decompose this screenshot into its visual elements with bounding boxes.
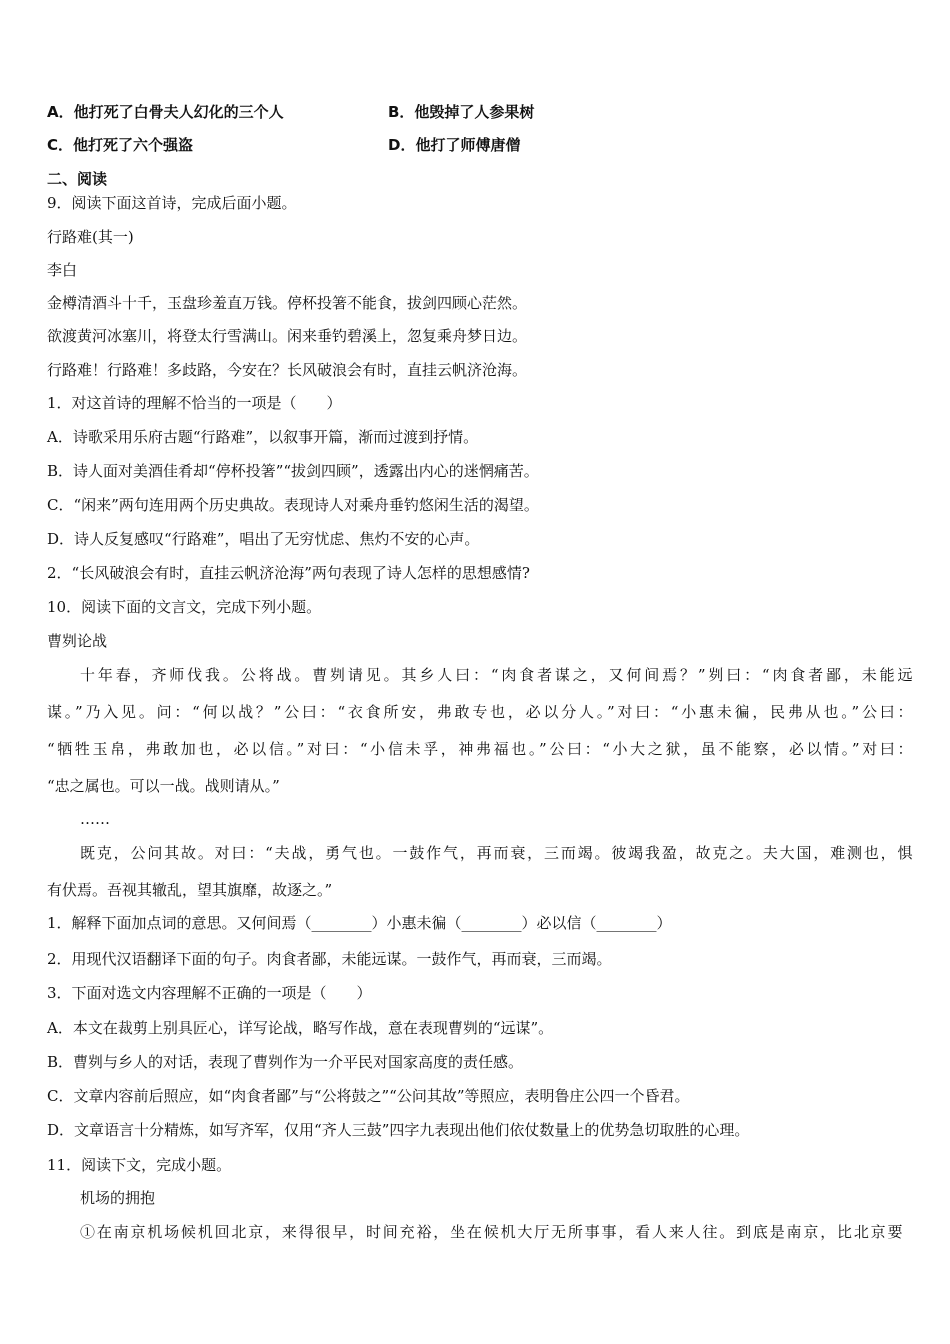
- q10-para2-line: 有伏焉。吾视其辙乱，望其旗靡，故逐之。”: [47, 881, 333, 899]
- q9-poem-title: 行路难(其一): [47, 228, 134, 246]
- q9-author: 李白: [47, 261, 78, 279]
- section-title: 二、阅读: [47, 170, 108, 188]
- q10-para2-line: 既克，公问其故。对曰：“夫战，勇气也。一鼓作气，再而衰，三而竭。彼竭我盈，故克之。夫大国，难测也，惧: [80, 844, 913, 862]
- q9-poem-line: 金樽清酒斗十千，玉盘珍羞直万钱。停杯投箸不能食，拔剑四顾心茫然。: [47, 294, 528, 312]
- q9-option-d: D．诗人反复感叹“行路难”，唱出了无穷忧虑、焦灼不安的心声。: [47, 530, 480, 548]
- q9-option-c: C．“闲来”两句连用两个历史典故。表现诗人对乘舟垂钓悠闲生活的渴望。: [47, 496, 539, 514]
- q8-option-d: D．他打了师傅唐僧: [388, 136, 521, 154]
- q10-ellipsis: ……: [80, 810, 110, 828]
- q10-title: 曹刿论战: [47, 632, 108, 650]
- q8-option-b: B．他毁掉了人参果树: [388, 103, 535, 121]
- q10-option-d: D．文章语言十分精炼，如写齐军，仅用“齐人三鼓”四字九表现出他们依仗数量上的优势急切取胜的心理。: [47, 1121, 750, 1139]
- q11-para1: ①在南京机场候机回北京，来得很早，时间充裕，坐在候机大厅无所事事，看人来人往。到底是南京，比北京要: [80, 1223, 903, 1241]
- q10-sub2: 2．用现代汉语翻译下面的句子。肉食者鄙，未能远谋。一鼓作气，再而衰，三而竭。: [47, 950, 612, 968]
- q10-option-c: C．文章内容前后照应，如“肉食者鄙”与“公将鼓之”“公问其故”等照应，表明鲁庄公四一个昏君。: [47, 1087, 690, 1105]
- q9-poem-line: 欲渡黄河冰塞川，将登太行雪满山。闲来垂钓碧溪上，忽复乘舟梦日边。: [47, 327, 528, 345]
- q10-prompt: 10．阅读下面的文言文，完成下列小题。: [47, 598, 322, 616]
- q10-sub3: 3．下面对选文内容理解不正确的一项是（ ）: [47, 984, 372, 1002]
- q10-sub1: 1．解释下面加点词的意思。又何间焉（________）小惠未徧（________）必以信（________）: [47, 914, 672, 932]
- q10-para1-line: “牺牲玉帛，弗敢加也，必以信。”对曰：“小信未孚，神弗福也。”公曰：“小大之狱，虽不能察，必以情。”对曰：: [47, 740, 913, 758]
- q11-title: 机场的拥抱: [80, 1189, 156, 1207]
- q8-option-c: C．他打死了六个强盗: [47, 136, 194, 154]
- q9-prompt: 9．阅读下面这首诗，完成后面小题。: [47, 194, 297, 212]
- q11-prompt: 11．阅读下文，完成小题。: [47, 1156, 232, 1174]
- q10-option-a: A．本文在裁剪上别具匠心，详写论战，略写作战，意在表现曹刿的“远谋”。: [47, 1019, 554, 1037]
- q9-sub2: 2．“长风破浪会有时，直挂云帆济沧海”两句表现了诗人怎样的思想感情?: [47, 564, 530, 582]
- q10-para1-line: 谋。”乃入见。问：“何以战？”公曰：“衣食所安，弗敢专也，必以分人。”对曰：“小惠未徧，民弗从也。”公曰：: [47, 703, 913, 721]
- q9-option-a: A．诗歌采用乐府古题“行路难”，以叙事开篇，渐而过渡到抒情。: [47, 428, 479, 446]
- q9-sub1: 1．对这首诗的理解不恰当的一项是（ ）: [47, 394, 342, 412]
- q9-poem-line: 行路难！行路难！多歧路，今安在？长风破浪会有时，直挂云帆济沧海。: [47, 361, 528, 379]
- q10-option-b: B．曹刿与乡人的对话，表现了曹刿作为一介平民对国家高度的责任感。: [47, 1053, 524, 1071]
- q8-option-a: A．他打死了白骨夫人幻化的三个人: [47, 103, 284, 121]
- q10-para1-line: “忠之属也。可以一战。战则请从。”: [47, 777, 280, 795]
- q9-option-b: B．诗人面对美酒佳肴却“停杯投箸”“拔剑四顾”，透露出内心的迷惘痛苦。: [47, 462, 539, 480]
- q10-para1-line: 十年春，齐师伐我。公将战。曹刿请见。其乡人曰：“肉食者谋之，又何间焉？”刿曰：“肉食者鄙，未能远: [80, 666, 913, 684]
